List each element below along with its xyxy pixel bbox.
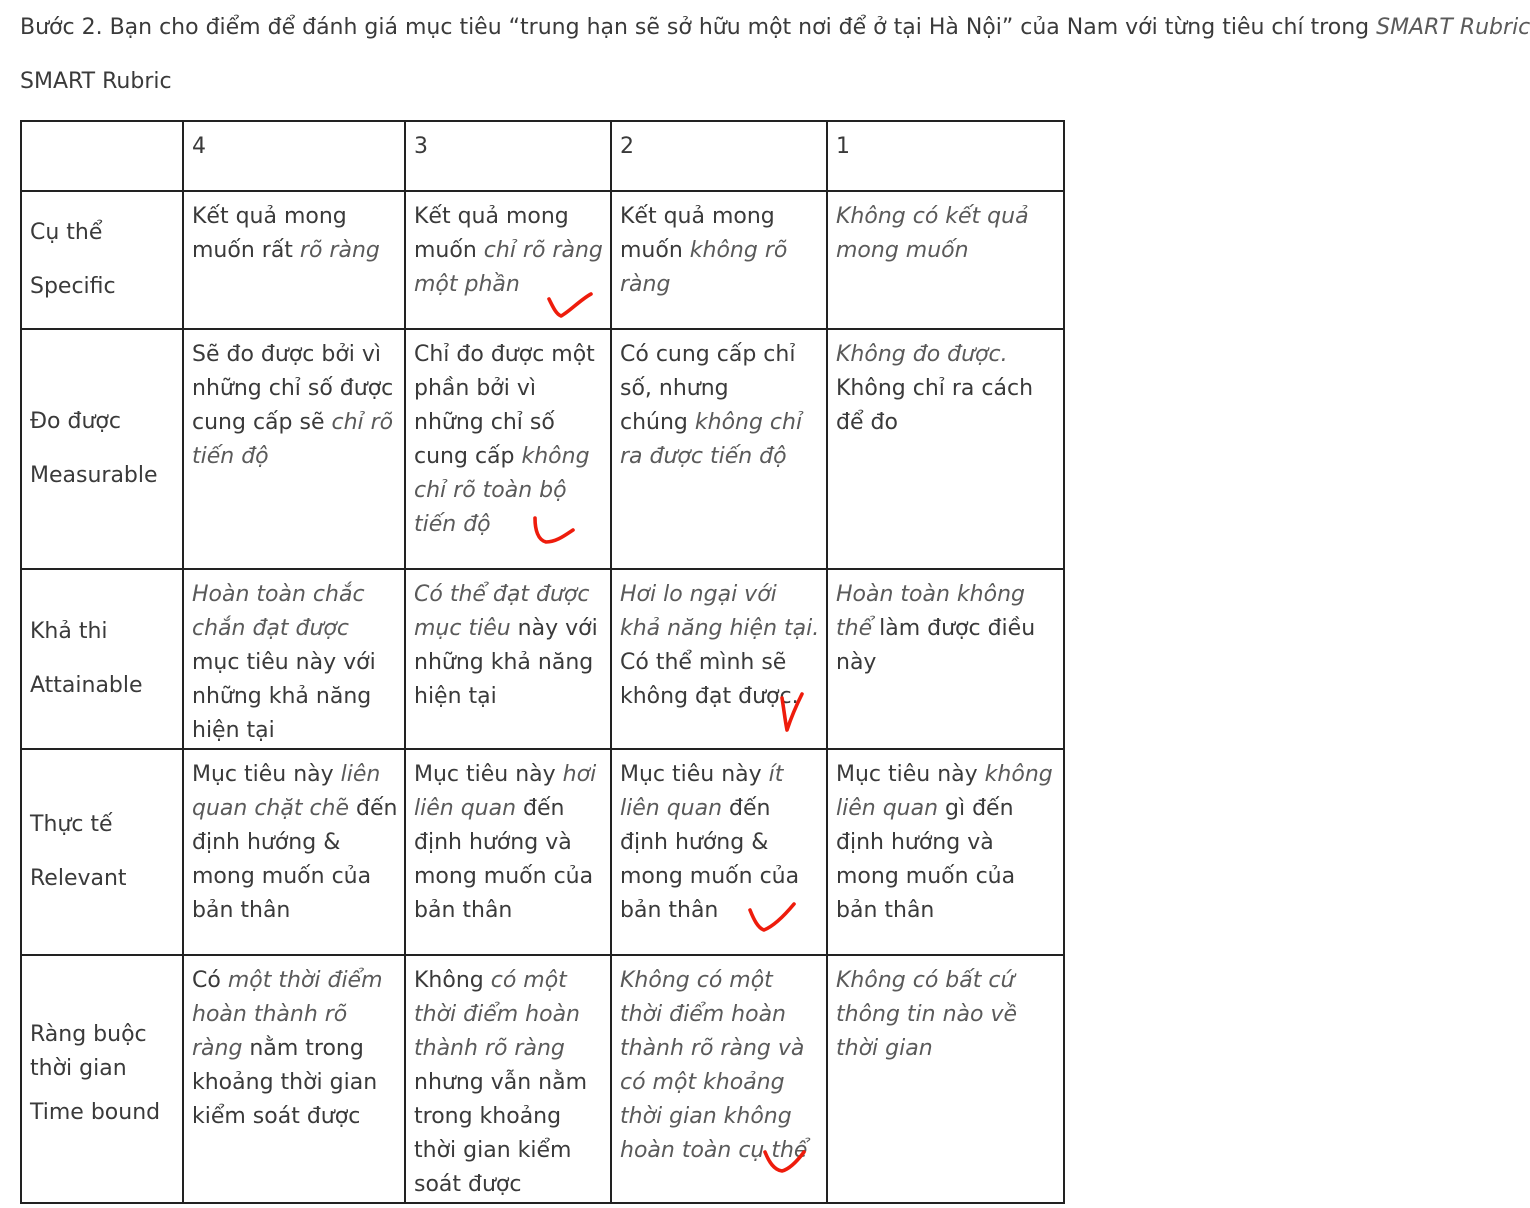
instruction-text	[20, 8, 1530, 48]
cell-measurable-3	[405, 329, 611, 569]
cell-attainable-3	[405, 569, 611, 749]
cell-italic: Có thể đạt được mục tiêu	[414, 582, 590, 641]
cell-italic: liên quan chặt chẽ	[192, 762, 381, 821]
cell-text: Mục tiêu này	[620, 762, 769, 787]
cell-italic: không rõ ràng	[620, 238, 788, 297]
cell-italic: Không có bất cứ thông tin nào về thời gian	[836, 968, 1018, 1061]
cell-text: Kết quả mong muốn	[414, 204, 569, 263]
cell-italic: hơi liên quan	[414, 762, 597, 821]
row-attainable	[21, 569, 1064, 749]
cell-italic: ít liên quan	[620, 762, 784, 821]
instruction-italic: SMART Rubric	[1376, 15, 1530, 40]
cell-text: đến định hướng & mong muốn của bản thân	[192, 796, 398, 923]
cell-text: Mục tiêu này	[836, 762, 985, 787]
criterion-specific	[21, 191, 183, 329]
cell-text: Có thể mình sẽ không đạt được.	[620, 650, 799, 709]
cell-text: gì đến định hướng và mong muốn của bản thân	[836, 796, 1016, 923]
cell-text: mục tiêu này với những khả năng hiện tại	[192, 650, 376, 743]
cell-italic: có một thời điểm hoàn thành rõ ràng	[414, 968, 580, 1061]
criterion-label-en: Attainable	[30, 673, 143, 698]
smart-rubric-table	[20, 120, 1065, 1204]
cell-italic: không chỉ rõ toàn bộ tiến độ	[414, 444, 590, 537]
cell-text: Không chỉ ra cách để đo	[836, 376, 1034, 435]
header-row	[21, 121, 1064, 191]
criterion-measurable	[21, 329, 183, 569]
cell-specific-3	[405, 191, 611, 329]
cell-relevant-3	[405, 749, 611, 955]
criterion-label-vi: Thực tế	[30, 812, 113, 837]
cell-time-bound-3	[405, 955, 611, 1203]
cell-text: nhưng vẫn nằm trong khoảng thời gian kiểm soát được	[414, 1070, 588, 1197]
cell-attainable-4	[183, 569, 405, 749]
cell-specific-2	[611, 191, 827, 329]
cell-text: đến định hướng và mong muốn của bản thân	[414, 796, 594, 923]
criterion-label-en: Time bound	[30, 1100, 161, 1125]
cell-text: Kết quả mong muốn rất	[192, 204, 347, 263]
criterion-label-en: Measurable	[30, 463, 158, 488]
cell-italic: một thời điểm hoàn thành rõ ràng	[192, 968, 383, 1061]
header-score-4: 4	[183, 121, 405, 191]
row-relevant	[21, 749, 1064, 955]
cell-text: Chỉ đo được một phần bởi vì những chỉ số cung cấp	[414, 342, 595, 469]
cell-italic: Không đo được.	[836, 342, 1008, 367]
cell-text: làm được điều này	[836, 616, 1036, 675]
cell-time-bound-2	[611, 955, 827, 1203]
cell-specific-4	[183, 191, 405, 329]
cell-italic: chỉ rõ tiến độ	[192, 410, 394, 469]
row-specific	[21, 191, 1064, 329]
cell-time-bound-4	[183, 955, 405, 1203]
cell-text: Mục tiêu này	[192, 762, 341, 787]
cell-attainable-2	[611, 569, 827, 749]
cell-text: Mục tiêu này	[414, 762, 563, 787]
cell-text: Có cung cấp chỉ số, nhưng	[620, 342, 796, 401]
cell-italic: rõ ràng	[299, 238, 380, 263]
criterion-label-vi: Đo được	[30, 409, 121, 434]
cell-italic: không liên quan	[836, 762, 1053, 821]
cell-italic: Không có một thời điểm hoàn thành rõ ràng và có một khoảng thời gian không hoàn toàn cụ thể	[620, 968, 808, 1163]
cell-text: Không	[414, 968, 491, 993]
cell-relevant-1	[827, 749, 1064, 955]
checkmark-icon	[530, 512, 580, 552]
criterion-label-vi: Ràng buộc thời gian	[30, 1022, 147, 1081]
cell-text: Kết quả mong muốn	[620, 204, 775, 263]
criterion-label-vi: Cụ thể	[30, 220, 103, 245]
criterion-relevant	[21, 749, 183, 955]
cell-attainable-1	[827, 569, 1064, 749]
cell-italic: Hơi lo ngại với khả năng hiện tại.	[620, 582, 820, 641]
header-corner	[21, 121, 183, 191]
cell-italic: chỉ rõ ràng một phần	[414, 238, 603, 297]
header-score-2: 2	[611, 121, 827, 191]
cell-text: chúng	[620, 410, 695, 435]
cell-relevant-2	[611, 749, 827, 955]
checkmark-icon	[744, 898, 802, 940]
cell-specific-1	[827, 191, 1064, 329]
checkmark-icon	[544, 287, 600, 327]
cell-measurable-2	[611, 329, 827, 569]
cell-time-bound-1	[827, 955, 1064, 1203]
cell-text: này với những khả năng hiện tại	[414, 616, 598, 709]
cell-text: Sẽ đo được bởi vì những chỉ số được cung cấp sẽ	[192, 342, 394, 435]
cell-italic: Hoàn toàn chắc chắn đạt được	[192, 582, 365, 641]
cell-measurable-1	[827, 329, 1064, 569]
cell-italic: Hoàn toàn không thể	[836, 582, 1025, 641]
instruction-main: Bước 2. Bạn cho điểm để đánh giá mục tiêu “trung hạn sẽ sở hữu một nơi để ở tại Hà Nội” của Nam với từng tiêu chí trong	[20, 15, 1377, 40]
header-score-1: 1	[827, 121, 1064, 191]
cell-text: Có	[192, 968, 228, 993]
criterion-label-en: Relevant	[30, 866, 127, 891]
cell-text: nằm trong khoảng thời gian kiểm soát được	[192, 1036, 378, 1129]
criterion-attainable	[21, 569, 183, 749]
row-measurable	[21, 329, 1064, 569]
criterion-time-bound	[21, 955, 183, 1203]
cell-measurable-4	[183, 329, 405, 569]
cell-relevant-4	[183, 749, 405, 955]
criterion-label-en: Specific	[30, 274, 116, 299]
row-time-bound	[21, 955, 1064, 1203]
rubric-title: SMART Rubric	[20, 69, 172, 94]
criterion-label-vi: Khả thi	[30, 619, 108, 644]
header-score-3: 3	[405, 121, 611, 191]
cell-italic: Không có kết quả mong muốn	[836, 204, 1029, 263]
cell-text: đến định hướng & mong muốn của bản thân	[620, 796, 800, 923]
cell-italic: không chỉ ra được tiến độ	[620, 410, 803, 469]
